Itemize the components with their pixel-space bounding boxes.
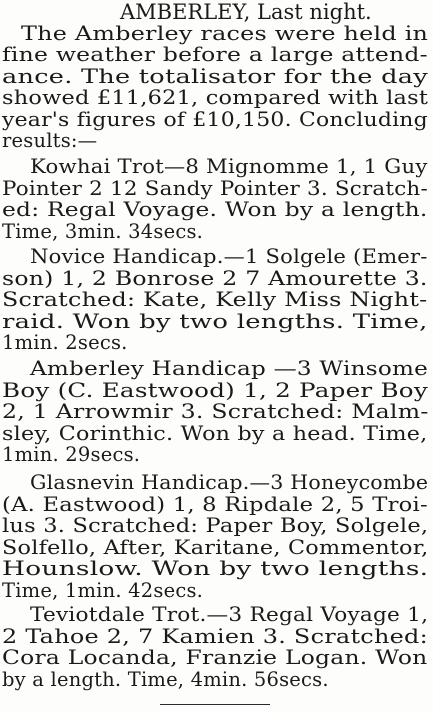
race-teviotdale-line-4: by a length. Time, 4min. 56secs. <box>2 668 329 691</box>
race-kowhai-line-4: Time, 3min. 34secs. <box>2 220 204 243</box>
dateline-heading: AMBERLEY, Last night. <box>120 0 372 24</box>
race-glasnevin-line-2: (A. Eastwood) 1, 8 Ripdale 2, 5 Troi- <box>2 493 428 516</box>
race-novice-line-4: raid. Won by two lengths. Time, <box>2 310 428 333</box>
race-teviotdale-line-1: Teviotdale Trot.—3 Regal Voyage 1, <box>30 603 429 626</box>
race-kowhai-line-1: Kowhai Trot—8 Mignomme 1, 1 Guy <box>30 155 428 178</box>
race-amberley-line-3: 2, 1 Arrowmir 3. Scratched: Malm- <box>2 400 429 423</box>
race-teviotdale-line-3: Cora Locanda, Franzie Logan. Won <box>2 646 428 669</box>
race-glasnevin-line-4: Solfello, After, Karitane, Commentor, <box>2 536 429 559</box>
race-amberley-line-5: 1min. 29secs. <box>2 443 141 466</box>
race-kowhai-line-2: Pointer 2 12 Sandy Pointer 3. Scratch- <box>2 177 428 200</box>
race-glasnevin-line-3: lus 3. Scratched: Paper Boy, Solgele, <box>2 514 429 537</box>
race-glasnevin-line-1: Glasnevin Handicap.—3 Honeycombe <box>30 471 429 494</box>
race-novice-line-1: Novice Handicap.—1 Solgele (Emer- <box>30 245 428 268</box>
intro-line-6: results:— <box>2 129 98 152</box>
race-glasnevin-line-6: Time, 1min. 42secs. <box>2 579 204 602</box>
intro-line-5: year's figures of £10,150. Concluding <box>2 108 428 131</box>
race-novice-line-5: 1min. 2secs. <box>2 331 128 354</box>
intro-line-2: fine weather before a large attend- <box>2 43 428 66</box>
race-glasnevin-line-5: Hounslow. Won by two lengths. <box>2 557 429 580</box>
race-kowhai-line-3: ed: Regal Voyage. Won by a length. <box>2 198 428 221</box>
race-amberley-line-2: Boy (C. Eastwood) 1, 2 Paper Boy <box>2 379 429 402</box>
intro-line-3: ance. The totalisator for the day <box>2 65 428 88</box>
intro-line-4: showed £11,621, compared with last <box>2 86 429 109</box>
race-amberley-line-1: Amberley Handicap —3 Winsome <box>30 357 429 380</box>
race-novice-line-3: Scratched: Kate, Kelly Miss Night- <box>2 288 428 311</box>
race-teviotdale-line-2: 2 Tahoe 2, 7 Kamien 3. Scratched: <box>2 625 428 648</box>
race-amberley-line-4: sley, Corinthic. Won by a head. Time, <box>2 422 428 445</box>
closing-rule <box>160 704 270 705</box>
race-novice-line-2: son) 1, 2 Bonrose 2 7 Amourette 3. <box>2 267 428 290</box>
intro-line-1: The Amberley races were held in <box>21 22 429 45</box>
